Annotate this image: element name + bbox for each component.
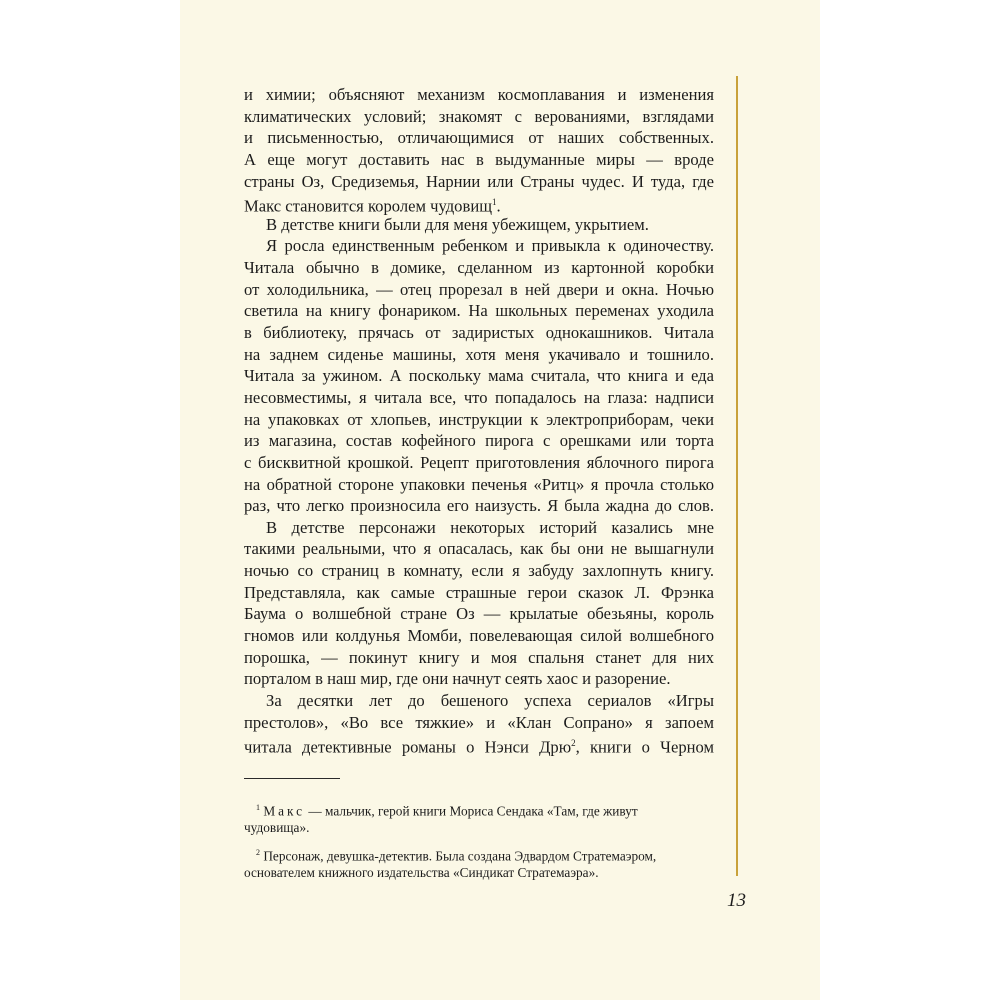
text-line: и письменностью, отличающимися от наших собственных. [244, 128, 714, 148]
footnote-divider [244, 778, 340, 779]
text-line: из магазина, состав кофейного пирога с орешками или торта [244, 431, 714, 451]
footnote-marker: 1 [256, 803, 260, 812]
page-number: 13 [727, 890, 746, 911]
text-line: с бисквитной крошкой. Рецепт приготовления яблочного пирога [244, 452, 714, 472]
text-line: несовместимы, я читала все, что попадалось на глаза: надписи [244, 387, 714, 407]
text-line: читала детективные романы о Нэнси Дрю$^2$, книги о Черном [244, 737, 714, 757]
text-line: раз, что легко произносила его наизусть. Я была жадна до слов. [244, 496, 714, 516]
text-line: светила на книгу фонариком. На школьных переменах уходила [244, 301, 714, 321]
text-line: порошка, — покинут книгу и моя спальня станет для них [244, 647, 714, 667]
footnote-ref[interactable]: 2 [571, 738, 576, 749]
body-text [244, 84, 714, 755]
text-line: на упаковках от хлопьев, инструкции к электроприборам, чеки [244, 409, 714, 429]
footnote-2: $^2$ Персонаж, девушка-детектив. Была создана Эдвардом Стратемаэром, [256, 848, 657, 864]
text-line: от холодильника, — отец прорезал в ней двери и окна. Ночью [244, 279, 714, 299]
text-line: страны Оз, Средиземья, Нарнии или Страны чудес. И туда, где [244, 171, 714, 191]
footnote-2-cont: основателем книжного издательства «Синдикат Стратемаэра». [244, 865, 599, 880]
footnote-ref[interactable]: 1 [491, 197, 497, 208]
text-line: За десятки лет до бешеного успеха сериалов «Игры [266, 690, 714, 710]
text-line: гномов или колдунья Момби, повелевающая силой волшебного [244, 626, 714, 646]
text-line: порталом в наш мир, где они начнут сеять хаос и разорение. [244, 669, 671, 689]
text-line: В детстве книги были для меня убежищем, укрытием. [266, 214, 649, 234]
footnote-1-cont: чудовища». [244, 820, 310, 835]
text-line: такими реальными, что я опасалась, как бы они не вышагнули [244, 539, 714, 559]
text-line: Читала за ужином. А поскольку мама считала, что книга и еда [244, 366, 714, 386]
text-line: В детстве персонажи некоторых историй казались мне [266, 517, 714, 537]
text-line: Представляла, как самые страшные герои сказок Л. Фрэнка [244, 582, 714, 602]
footnote-name: Макс [263, 803, 306, 819]
footnote-marker: 2 [256, 848, 260, 857]
margin-rule [736, 76, 738, 876]
text-line: климатических условий; знакомят с верованиями, взглядами [244, 106, 714, 126]
text-line: ночью со страниц в комнату, если я забуду захлопнуть книгу. [244, 561, 714, 581]
text-line: Я росла единственным ребенком и привыкла к одиночеству. [266, 236, 714, 256]
text-line: А еще могут доставить нас в выдуманные миры — вроде [244, 149, 714, 169]
text-line: на заднем сиденье машины, хотя меня укачивало и тошнило. [244, 344, 714, 364]
text-line: престолов», «Во все тяжкие» и «Клан Сопрано» я запоем [244, 712, 714, 732]
text-line: в библиотеку, прячась от задиристых однокашников. Читала [244, 323, 714, 343]
text-line: Баума о волшебной стране Оз — крылатые обезьяны, король [244, 604, 714, 624]
text-line: Макс становится королем чудовищ$^1$. [244, 196, 501, 216]
text-line: и химии; объясняют механизм космоплавания и изменения [244, 85, 714, 104]
text-line: Читала обычно в домике, сделанном из картонной коробки [244, 258, 714, 278]
footnote-1: $^1$ Макс — мальчик, герой книги Мориса Сендака «Там, где живут [256, 803, 638, 819]
text-line: на обратной стороне упаковки печенья «Ритц» я прочла столько [244, 474, 714, 494]
footnotes [244, 778, 714, 883]
